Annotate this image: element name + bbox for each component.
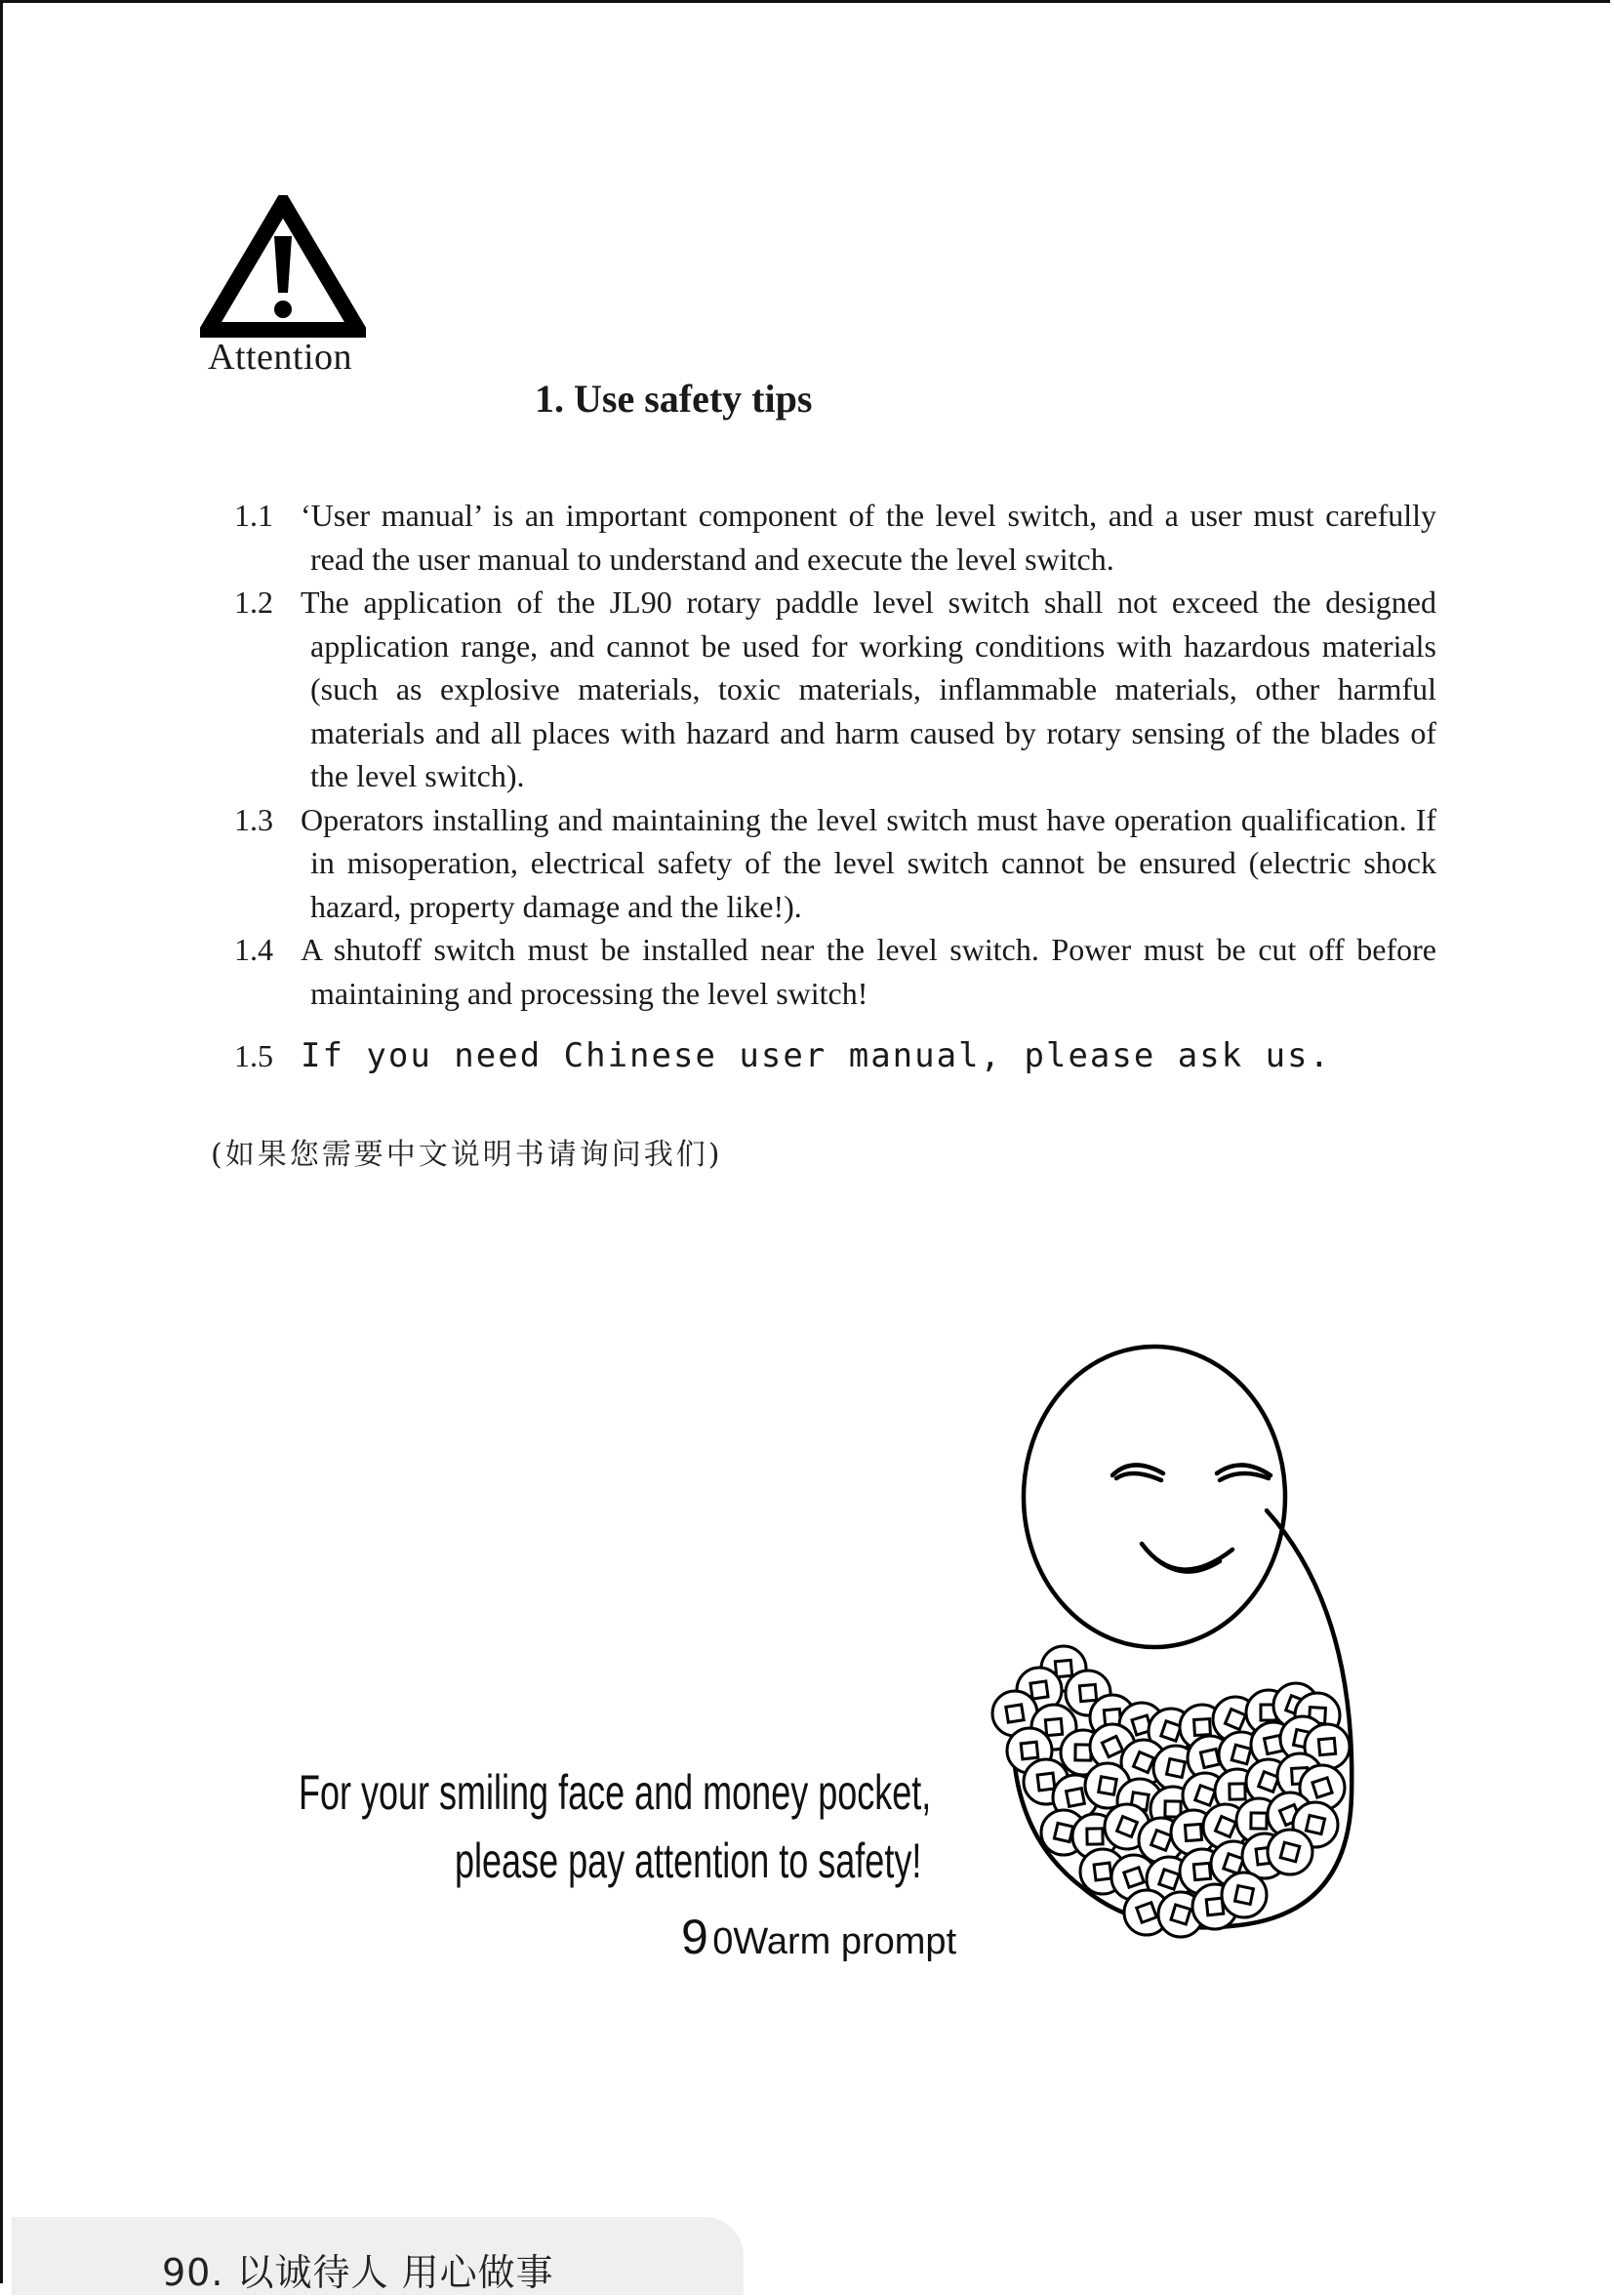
coin-hole-icon	[1185, 1824, 1201, 1840]
attention-label: Attention	[208, 337, 353, 378]
coin-hole-icon	[1231, 1745, 1251, 1764]
coin-hole-icon	[1021, 1742, 1038, 1759]
coin-hole-icon	[1006, 1705, 1024, 1722]
coin-hole-icon	[1194, 1719, 1211, 1736]
tip-text: The application of the JL90 rotary paddle level switch shall not exceed the designed application range, and cannot be used for working conditions with hazardous materials (such as explosive materials, toxic materials, inflammable materials, other harmful materials and all places with hazard and harm caused by rotary sensing of the blades of the level switch).	[301, 584, 1436, 793]
tip-number: 1.1	[234, 498, 273, 533]
coin-hole-icon	[1094, 1863, 1111, 1880]
coin-hole-icon	[1251, 1813, 1267, 1829]
coin-hole-icon	[1117, 1817, 1138, 1837]
coin-hole-icon	[1200, 1749, 1219, 1767]
coin-hole-icon	[1045, 1718, 1062, 1735]
slogan-line-1: For your smiling face and money pocket,	[299, 1765, 932, 1820]
tip-text: If you need Chinese user manual, please ask us.	[301, 1036, 1332, 1075]
list-item	[234, 798, 1436, 929]
tip-number: 1.3	[234, 801, 273, 837]
warning-triangle-icon	[200, 195, 366, 340]
coin-hole-icon	[1171, 1905, 1190, 1924]
tip-number: 1.5	[234, 1038, 273, 1073]
coin-hole-icon	[1280, 1842, 1300, 1862]
coin-hole-icon	[1167, 1759, 1186, 1778]
warm-prompt-text: 0Warm prompt	[712, 1921, 957, 1962]
chinese-note: (如果您需要中文说明书请询问我们)	[211, 1138, 723, 1172]
coin-hole-icon	[1087, 1829, 1103, 1844]
list-item	[234, 494, 1436, 581]
coin-hole-icon	[1055, 1660, 1071, 1676]
tip-text: A shutoff switch must be installed near the level switch. Power must be cut off before maintaining and processing the level switch!	[301, 932, 1436, 1011]
footer-text: 90. 以诚待人 用心做事	[162, 2251, 554, 2294]
coin-hole-icon	[1159, 1870, 1179, 1889]
coin-hole-icon	[1079, 1684, 1096, 1701]
coin-hole-icon	[1151, 1831, 1172, 1851]
coin-hole-icon	[1224, 1854, 1243, 1873]
attention-block	[195, 195, 390, 379]
coin-hole-icon	[1312, 1778, 1332, 1797]
list-item	[234, 581, 1436, 798]
section-title: 1. Use safety tips	[535, 377, 813, 421]
tip-number: 1.2	[234, 584, 273, 620]
coin-hole-icon	[1230, 1784, 1245, 1799]
coin-hole-icon	[1067, 1789, 1085, 1807]
tip-number: 1.4	[234, 932, 273, 967]
safety-tips-list	[234, 494, 1436, 1078]
coin-hole-icon	[1030, 1681, 1048, 1699]
coin-hole-icon	[1161, 1721, 1181, 1741]
coin-hole-icon	[1037, 1773, 1055, 1791]
tip-text: ‘User manual’ is an important component of the level switch, and a user must carefully read the user manual to understand and execute the level switch.	[301, 498, 1436, 577]
slogan-line-2: please pay attention to safety!	[455, 1833, 922, 1888]
coin-hole-icon	[1318, 1738, 1335, 1754]
smiling-money-pocket-icon	[986, 1337, 1376, 1942]
tip-text: Operators installing and maintaining the level switch must have operation qualification. If in misoperation, electrical safety of the level switch cannot be ensured (electric shock hazard, property damage and the like!).	[301, 801, 1436, 924]
list-item	[234, 928, 1436, 1015]
warm-prompt-number: 9	[681, 1910, 708, 1964]
coin-hole-icon	[1195, 1786, 1216, 1806]
coin-hole-icon	[1137, 1903, 1157, 1923]
coin-hole-icon	[1099, 1777, 1117, 1795]
coin-hole-icon	[1193, 1863, 1210, 1879]
coin-hole-icon	[1206, 1898, 1224, 1915]
warm-prompt	[681, 1909, 956, 1965]
coin-hole-icon	[1306, 1815, 1324, 1833]
coin-hole-icon	[1235, 1886, 1254, 1905]
coin-hole-icon	[1054, 1823, 1072, 1841]
coin-hole-icon	[1124, 1868, 1144, 1887]
coin-hole-icon	[1259, 1772, 1279, 1792]
list-item	[234, 1034, 1436, 1078]
